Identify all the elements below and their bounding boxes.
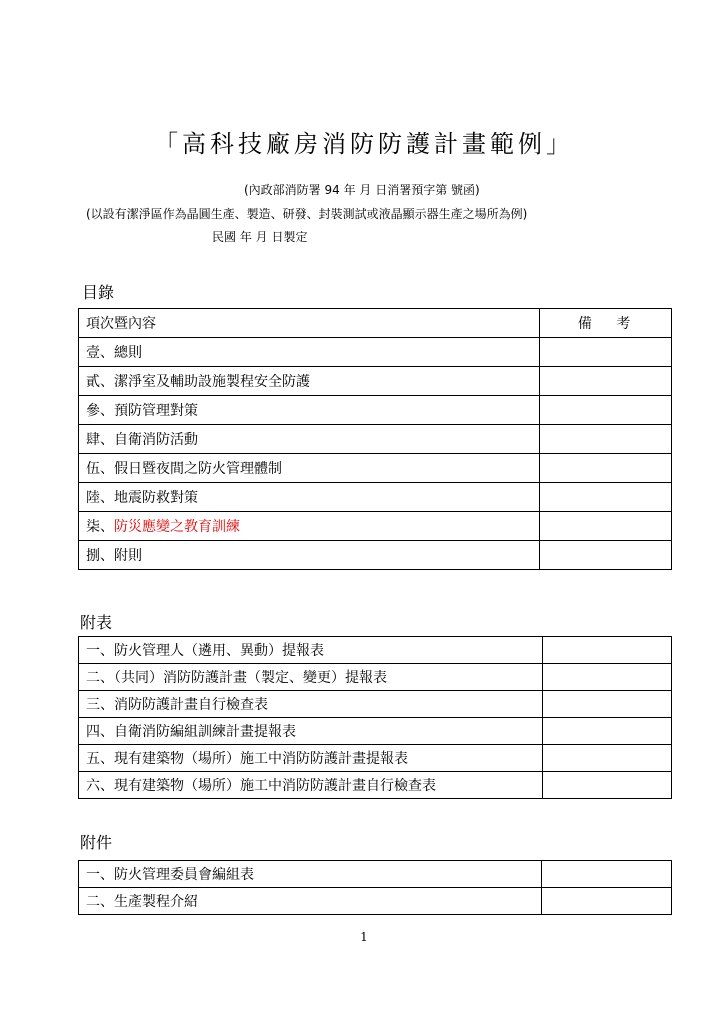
toc-item-text: 預防管理對策: [114, 403, 198, 419]
toc-item-text: 潔淨室及輔助設施製程安全防護: [114, 374, 310, 390]
table-row: [79, 691, 672, 718]
appendix-table-item: 四、自衛消防編組訓練計畫提報表: [79, 718, 543, 745]
toc-item-text: 地震防救對策: [114, 490, 198, 506]
appendix-note-cell: [542, 718, 671, 745]
attachment-note-cell: [542, 861, 672, 888]
toc-item-text: 假日暨夜間之防火管理體制: [114, 461, 282, 477]
toc-note-cell: [540, 512, 672, 541]
issuing-reference: (內政部消防署 94 年 月 日消署預字第 號函): [244, 183, 480, 197]
toc-note-cell: [540, 454, 672, 483]
table-row: [79, 772, 672, 799]
table-row: [79, 367, 672, 396]
table-row: [79, 664, 672, 691]
toc-item-prefix: 陸、: [86, 490, 114, 506]
attachment-item: 二、生產製程介紹: [79, 888, 542, 915]
scope-note: (以設有潔淨區作為晶圓生產、製造、研發、封裝測試或液晶顯示器生產之場所為例): [86, 207, 528, 221]
appendix-tables-table: [78, 636, 672, 799]
page-number: 1: [360, 930, 368, 944]
toc-note-cell: [540, 541, 672, 570]
appendix-note-cell: [542, 664, 671, 691]
toc-header-row: [79, 309, 672, 338]
table-row: [79, 338, 672, 367]
toc-item-prefix: 貳、: [86, 374, 114, 390]
toc-item-text: 附則: [114, 548, 142, 564]
table-row: [79, 396, 672, 425]
attachment-item: 一、防火管理委員會編組表: [79, 861, 542, 888]
toc-item-prefix: 參、: [86, 403, 114, 419]
toc-note-cell: [540, 396, 672, 425]
toc-note-cell: [540, 483, 672, 512]
table-row: [79, 541, 672, 570]
appendix-table-item: 六、現有建築物（場所）施工中消防防護計畫自行檢查表: [79, 772, 543, 799]
toc-item-text: 自衛消防活動: [114, 432, 198, 448]
toc-item-text: 總則: [114, 345, 142, 361]
appendix-note-cell: [542, 691, 671, 718]
appendix-table-item: 二、（共同）消防防護計畫（製定、變更）提報表: [79, 664, 543, 691]
attachments-table: [78, 860, 672, 915]
appendix-table-item: 五、現有建築物（場所）施工中消防防護計畫提報表: [79, 745, 543, 772]
toc-table: [78, 308, 672, 570]
appendix-table-item: 三、消防防護計畫自行檢查表: [79, 691, 543, 718]
toc-note-cell: [540, 367, 672, 396]
table-row: [79, 512, 672, 541]
toc-item-text-highlighted: 防災應變之教育訓練: [114, 519, 240, 535]
table-row: [79, 637, 672, 664]
toc-heading: 目錄: [82, 283, 115, 302]
toc-col-item: 項次暨內容: [79, 309, 540, 338]
toc-item-prefix: 肆、: [86, 432, 114, 448]
table-row: [79, 718, 672, 745]
appendix-note-cell: [542, 745, 671, 772]
toc-item-prefix: 柒、: [86, 519, 114, 535]
toc-item-prefix: 壹、: [86, 345, 114, 361]
table-row: [79, 888, 672, 915]
toc-col-note: 備 考: [540, 309, 672, 338]
appendix-note-cell: [542, 772, 671, 799]
toc-item-prefix: 伍、: [86, 461, 114, 477]
attachments-heading: 附件: [80, 833, 113, 852]
table-row: [79, 745, 672, 772]
appendix-note-cell: [542, 637, 671, 664]
table-row: [79, 861, 672, 888]
enactment-date: 民國 年 月 日製定: [212, 230, 308, 244]
document-title: 「高科技廠房消防防護計畫範例」: [154, 130, 574, 158]
toc-note-cell: [540, 338, 672, 367]
table-row: [79, 454, 672, 483]
toc-item-prefix: 捌、: [86, 548, 114, 564]
table-row: [79, 483, 672, 512]
attachment-note-cell: [542, 888, 672, 915]
appendix-tables-heading: 附表: [80, 613, 113, 632]
appendix-table-item: 一、防火管理人（遴用、異動）提報表: [79, 637, 543, 664]
table-row: [79, 425, 672, 454]
toc-note-cell: [540, 425, 672, 454]
